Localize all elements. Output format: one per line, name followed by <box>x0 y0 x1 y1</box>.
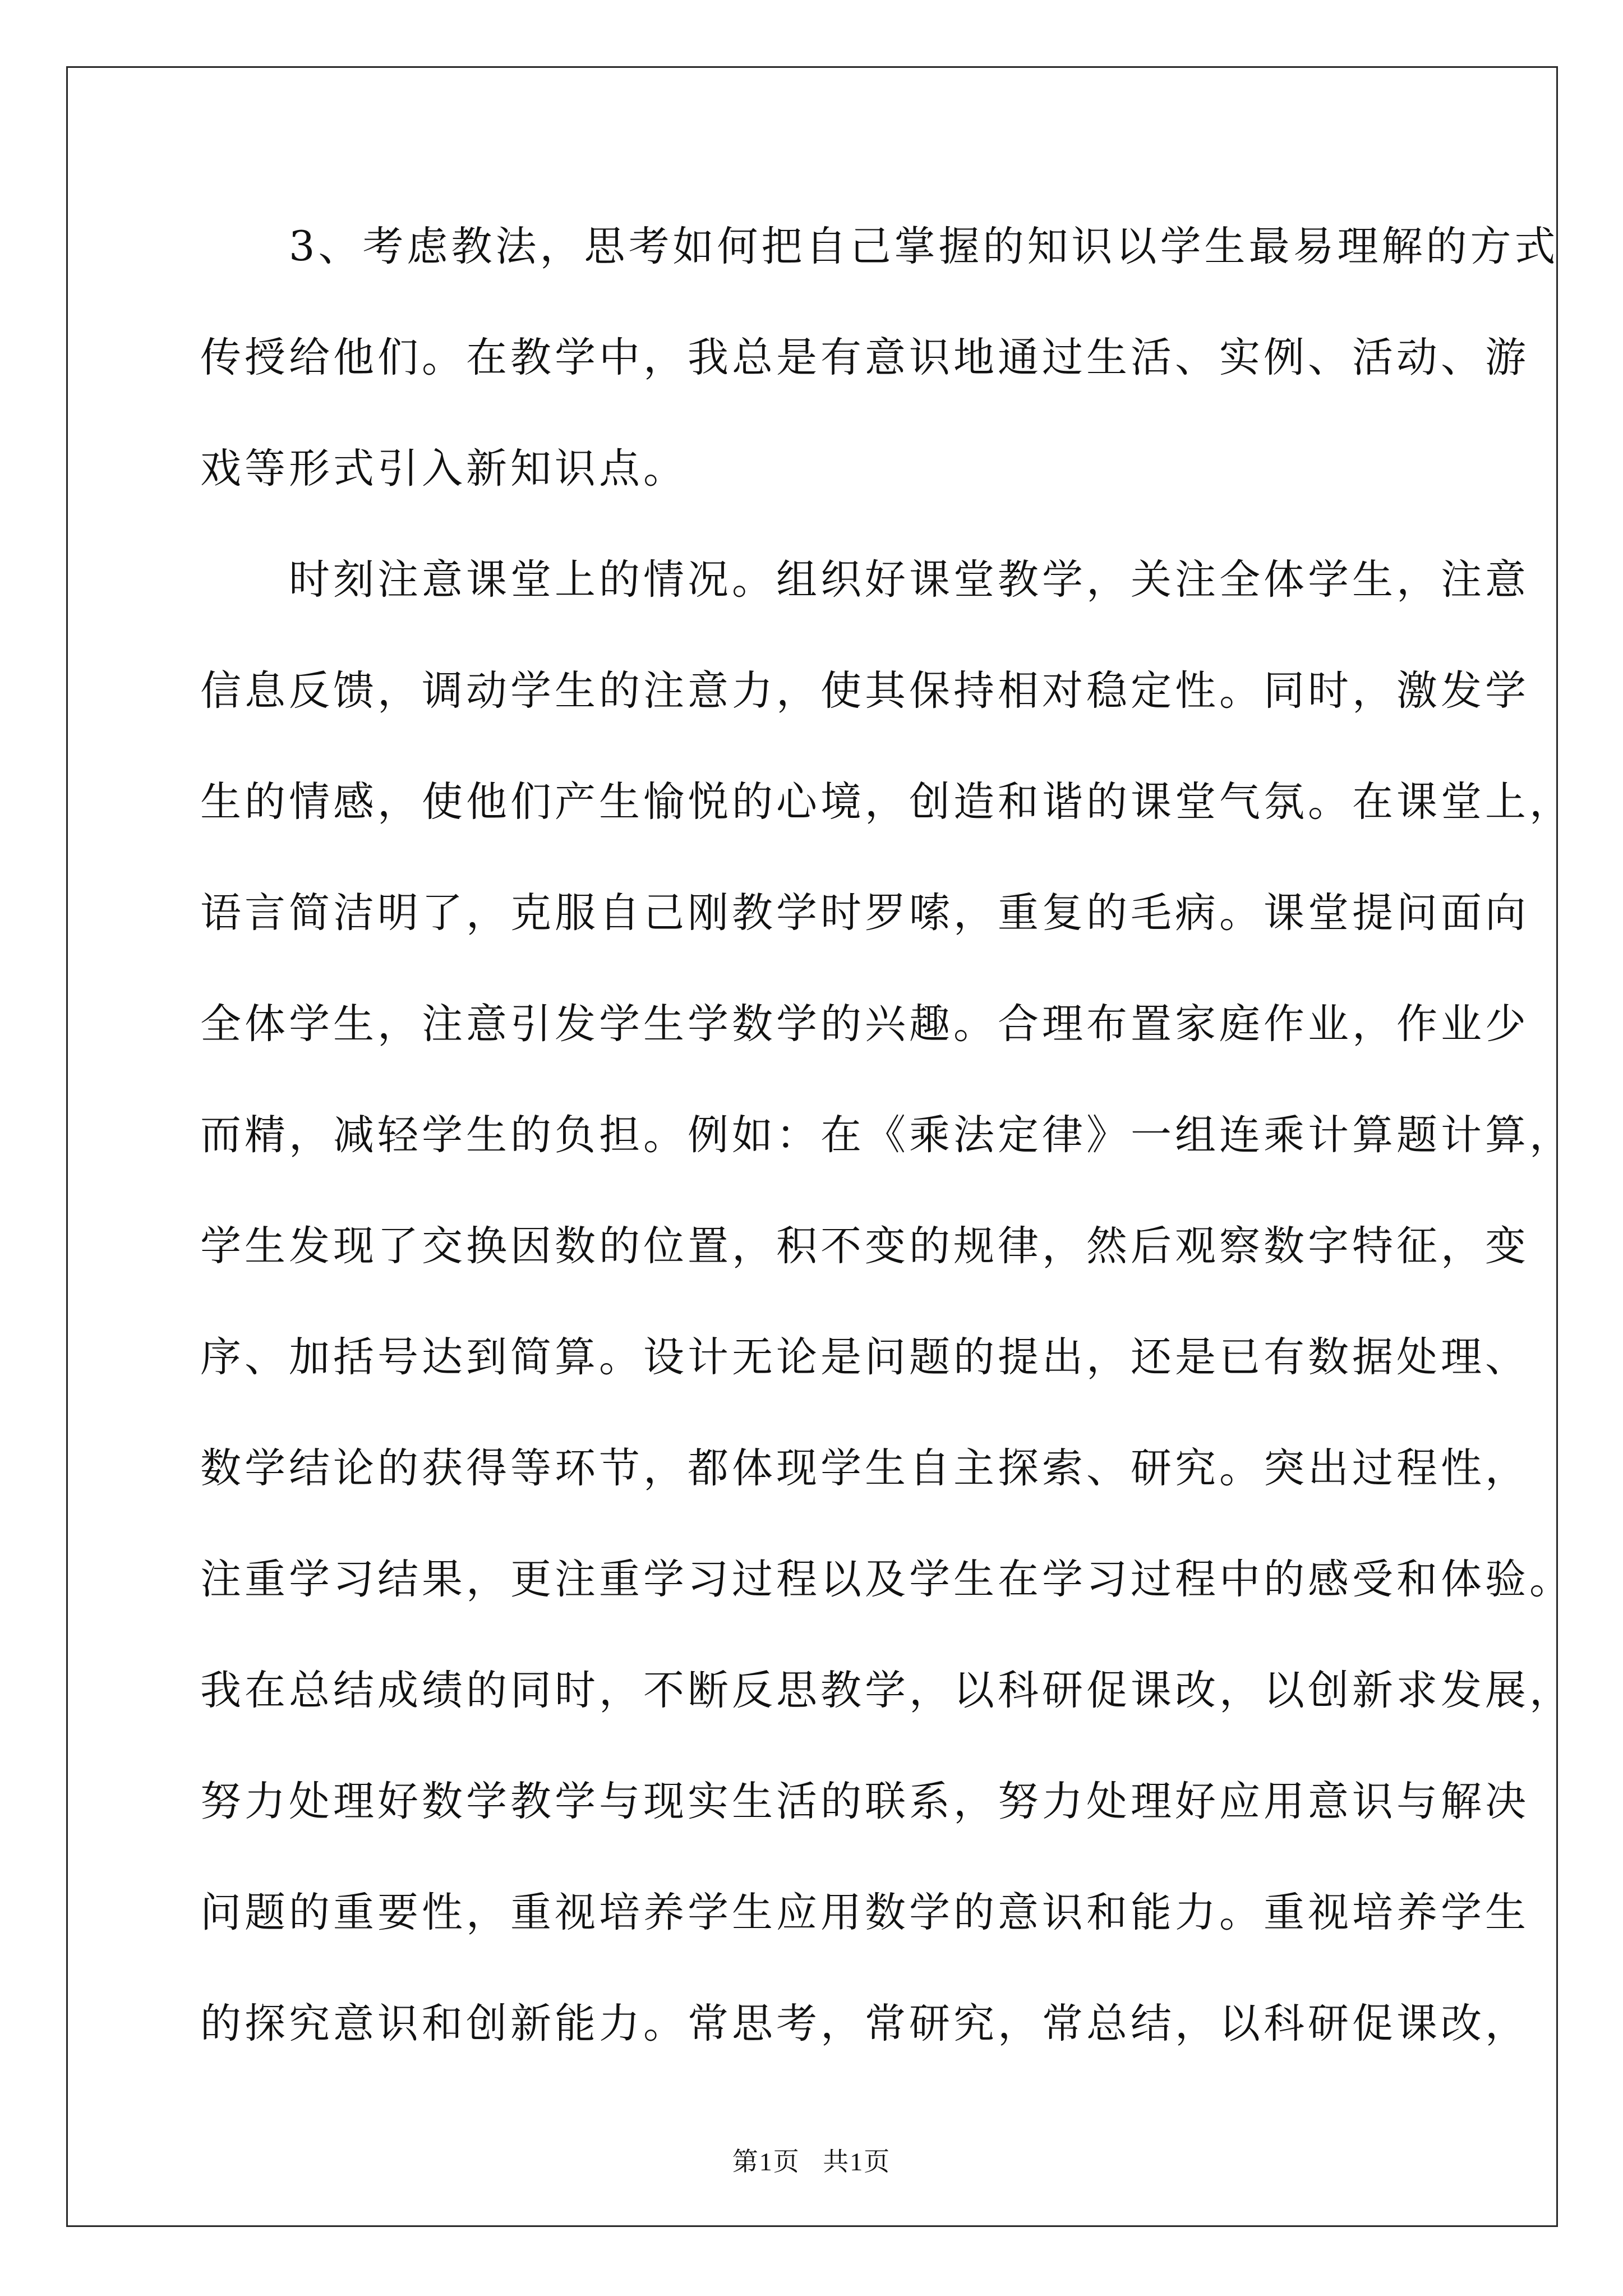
text-line: 戏等形式引入新知识点。 <box>200 445 688 493</box>
text-line: 全体学生，注意引发学生学数学的兴趣。合理布置家庭作业，作业少 <box>200 1000 1529 1048</box>
text-line: 而精，减轻学生的负担。例如：在《乘法定律》一组连乘计算题计算， <box>200 1111 1574 1159</box>
page-total: 共1页 <box>823 2147 891 2176</box>
text-line: 序、加括号达到简算。设计无论是问题的提出，还是已有数据处理、 <box>200 1333 1529 1381</box>
text-line: 问题的重要性，重视培养学生应用数学的意识和能力。重视培养学生 <box>200 1889 1529 1936</box>
text-line: 的探究意识和创新能力。常思考，常研究，常总结，以科研促课改， <box>200 2000 1529 2047</box>
text-line: 时刻注意课堂上的情况。组织好课堂教学，关注全体学生，注意 <box>200 556 1529 604</box>
text-line: 语言简洁明了，克服自己刚教学时罗嗦，重复的毛病。课堂提问面向 <box>200 889 1529 937</box>
text-line: 我在总结成绩的同时，不断反思教学，以科研促课改，以创新求发展， <box>200 1667 1574 1714</box>
page-footer <box>0 2145 1623 2179</box>
text-line: 努力处理好数学教学与现实生活的联系，努力处理好应用意识与解决 <box>200 1778 1529 1825</box>
page-number: 第1页 <box>732 2147 800 2176</box>
text-line: 3、考虑教法，思考如何把自己掌握的知识以学生最易理解的方式 <box>200 223 1559 270</box>
text-line: 生的情感，使他们产生愉悦的心境，创造和谐的课堂气氛。在课堂上， <box>200 778 1574 826</box>
text-line: 数学结论的获得等环节，都体现学生自主探索、研究。突出过程性， <box>200 1444 1529 1492</box>
text-line: 注重学习结果，更注重学习过程以及学生在学习过程中的感受和体验。 <box>200 1556 1574 1603</box>
footer-gap <box>800 2147 823 2176</box>
text-line: 学生发现了交换因数的位置，积不变的规律，然后观察数字特征，变 <box>200 1222 1529 1270</box>
text-line: 传授给他们。在教学中，我总是有意识地通过生活、实例、活动、游 <box>200 334 1529 381</box>
text-line: 信息反馈，调动学生的注意力，使其保持相对稳定性。同时，激发学 <box>200 667 1529 715</box>
